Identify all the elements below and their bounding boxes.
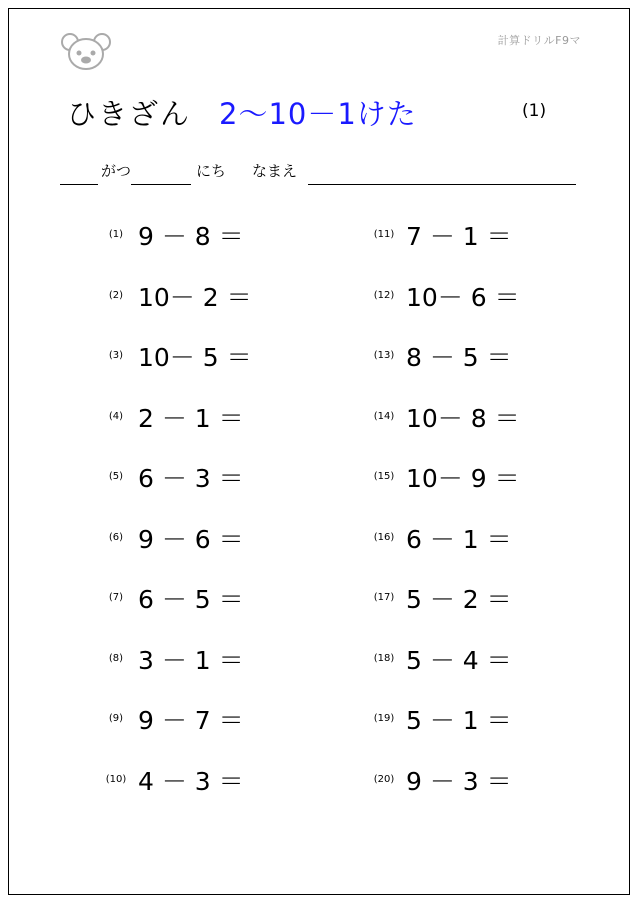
problem-item — [102, 281, 282, 315]
problem-expression: 8 － 5 ＝ — [406, 343, 512, 372]
problem-number: (8) — [108, 652, 124, 664]
problem-expression: 5 － 1 ＝ — [406, 706, 512, 735]
problem-item — [370, 523, 550, 557]
problem-number: (1) — [108, 229, 124, 240]
month-label: がつ — [101, 162, 132, 180]
day-input-line[interactable] — [131, 184, 191, 185]
brand-label: 計算ドリルF9マ — [497, 34, 581, 47]
problem-number: (18) — [373, 652, 395, 664]
day-label: にち — [196, 162, 227, 180]
problem-item — [102, 644, 282, 678]
problem-item — [102, 583, 282, 617]
problem-item — [370, 704, 550, 738]
problem-item — [370, 341, 550, 375]
problem-expression: 9 － 6 ＝ — [138, 524, 244, 554]
problem-number: (16) — [373, 531, 395, 543]
problem-number: (11) — [373, 229, 395, 240]
problem-item — [102, 220, 282, 254]
problem-item — [370, 583, 550, 617]
problem-number: (6) — [108, 531, 124, 543]
problem-number: (9) — [108, 713, 124, 724]
problem-item — [102, 523, 282, 557]
bear-mascot-icon — [60, 32, 112, 72]
problem-item — [370, 765, 550, 799]
problem-number: (10) — [105, 773, 127, 785]
problem-number: (5) — [108, 471, 124, 482]
sheet-number: (1) — [522, 101, 547, 121]
problem-number: (19) — [373, 713, 395, 724]
problem-item — [102, 402, 282, 436]
problem-number: (2) — [108, 289, 124, 301]
problem-expression: 9 － 7 ＝ — [138, 706, 244, 735]
problem-item — [370, 644, 550, 678]
problem-expression: 10－ 6 ＝ — [406, 282, 520, 312]
problem-expression: 10－ 5 ＝ — [138, 343, 252, 372]
problem-number: (14) — [373, 410, 395, 422]
problem-number: (3) — [108, 350, 124, 361]
problem-item — [102, 704, 282, 738]
problem-expression: 6 － 5 ＝ — [138, 585, 244, 614]
problem-number: (15) — [373, 471, 395, 482]
problem-item — [370, 220, 550, 254]
problem-item — [102, 462, 282, 496]
problem-expression: 10－ 8 ＝ — [406, 403, 520, 433]
problem-item — [102, 341, 282, 375]
name-label: なまえ — [252, 162, 298, 180]
problem-item — [370, 462, 550, 496]
problem-number: (4) — [108, 410, 124, 422]
name-input-line[interactable] — [308, 184, 576, 185]
problem-expression: 6 － 3 ＝ — [138, 464, 244, 493]
problem-expression: 9 － 8 ＝ — [138, 222, 244, 251]
problem-expression: 10－ 9 ＝ — [406, 464, 520, 493]
problem-expression: 7 － 1 ＝ — [406, 222, 512, 251]
problem-expression: 10－ 2 ＝ — [138, 282, 252, 312]
problem-expression: 9 － 3 ＝ — [406, 766, 512, 796]
problem-number: (12) — [373, 289, 395, 301]
worksheet-page — [8, 8, 630, 895]
problem-number: (17) — [373, 592, 395, 603]
problem-expression: 5 － 2 ＝ — [406, 585, 512, 614]
problem-number: (7) — [108, 592, 124, 603]
month-input-line[interactable] — [60, 184, 98, 185]
problem-expression: 5 － 4 ＝ — [406, 645, 512, 675]
problem-item — [370, 281, 550, 315]
problem-item — [370, 402, 550, 436]
problem-item — [102, 765, 282, 799]
problem-number: (13) — [373, 350, 395, 361]
page-title: ひきざん — [67, 97, 192, 131]
problem-expression: 3 － 1 ＝ — [138, 645, 244, 675]
problem-expression: 6 － 1 ＝ — [406, 524, 512, 554]
page-subtitle: 2～10－1けた — [219, 97, 417, 131]
problem-expression: 2 － 1 ＝ — [138, 403, 244, 433]
problem-number: (20) — [373, 773, 395, 785]
problem-expression: 4 － 3 ＝ — [138, 766, 244, 796]
